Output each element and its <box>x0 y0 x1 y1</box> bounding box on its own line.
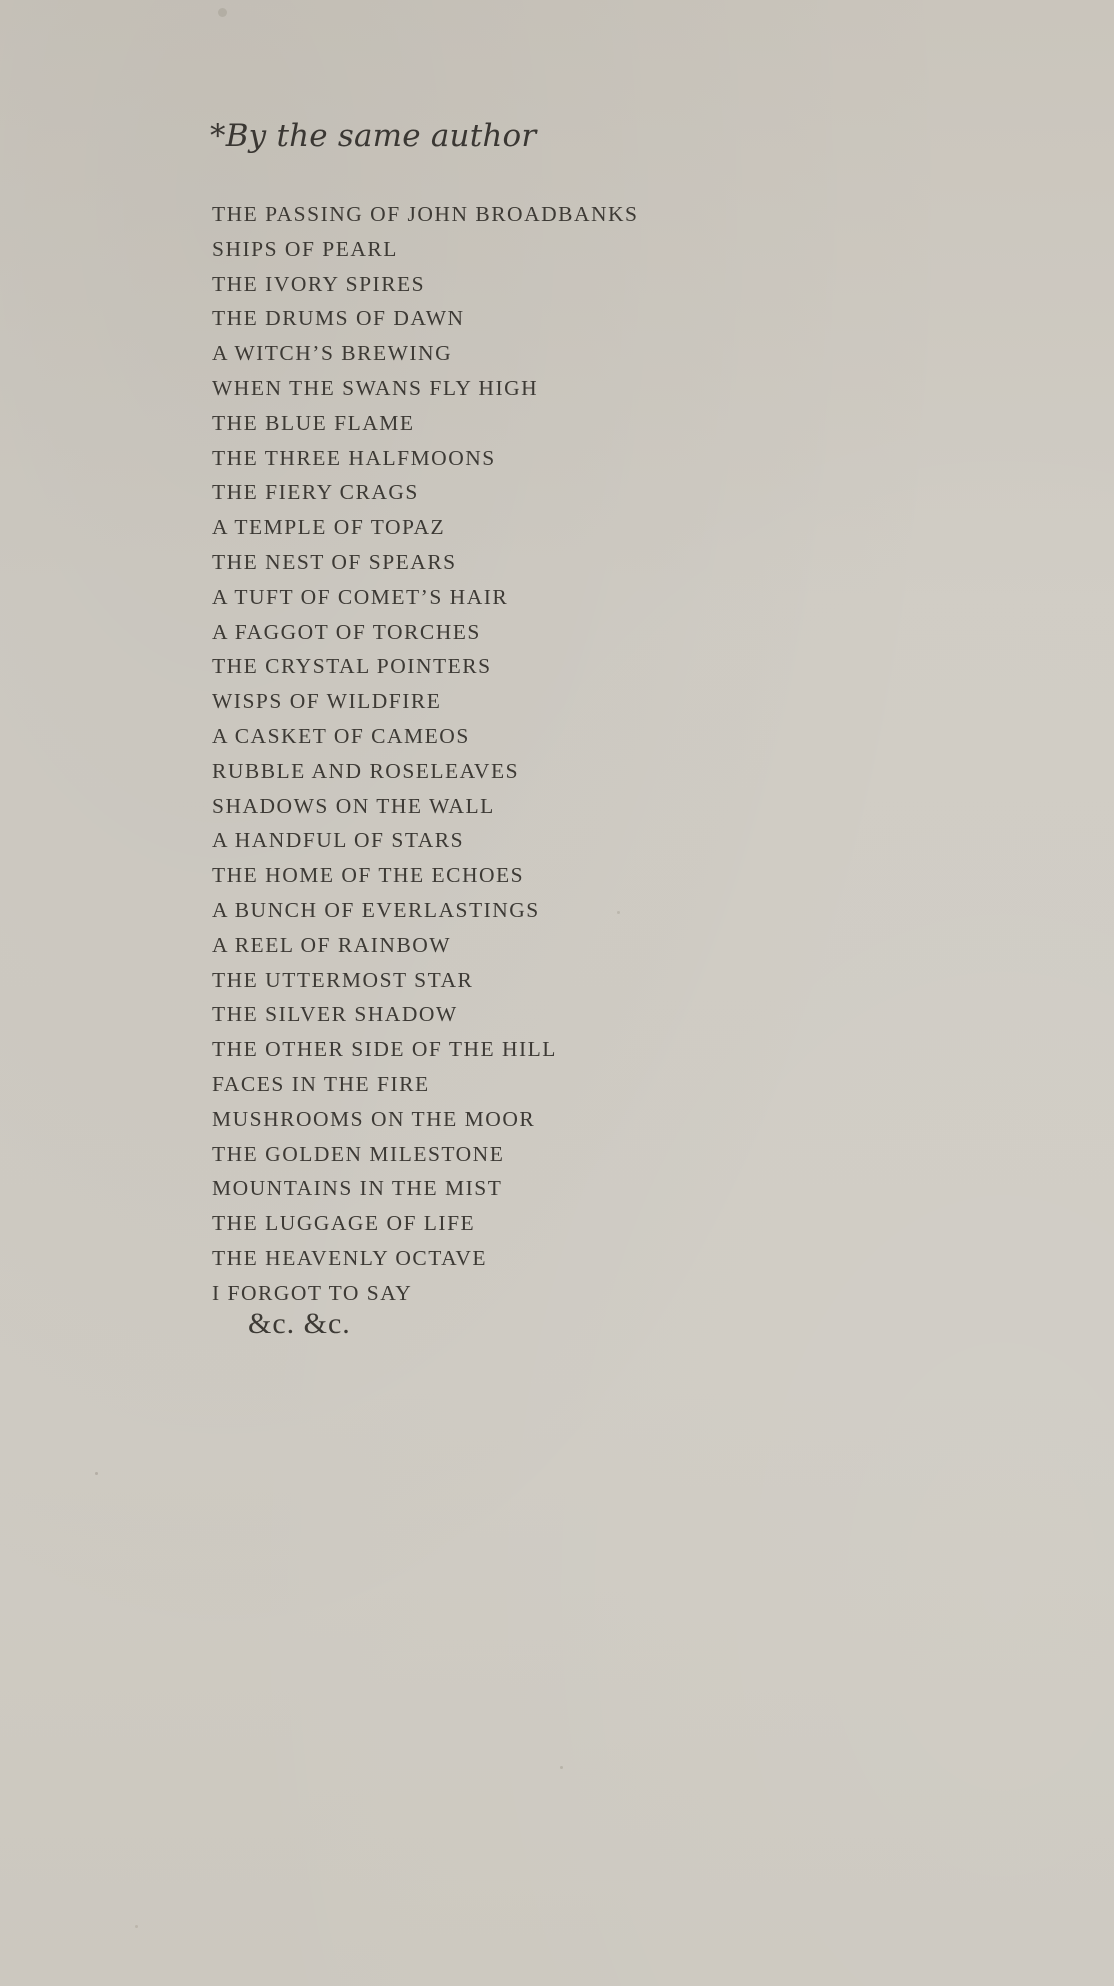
book-title: THE NEST OF SPEARS <box>212 549 457 574</box>
book-title: A TUFT OF COMET’S HAIR <box>212 584 509 609</box>
book-title: THE GOLDEN MILESTONE <box>212 1141 505 1166</box>
paper-speck <box>135 1925 138 1928</box>
book-title: THE DRUMS OF DAWN <box>212 306 465 331</box>
book-title: THE HEAVENLY OCTAVE <box>212 1245 488 1270</box>
book-title: THE PASSING OF JOHN BROADBANKS <box>212 202 639 226</box>
book-title: FACES IN THE FIRE <box>212 1071 430 1096</box>
book-title: WISPS OF WILDFIRE <box>212 689 442 714</box>
paper-speck <box>560 1766 563 1769</box>
book-title: I FORGOT TO SAY <box>212 1280 413 1305</box>
book-title: THE BLUE FLAME <box>212 410 415 435</box>
book-title: A HANDFUL OF STARS <box>212 828 465 853</box>
book-title: A FAGGOT OF TORCHES <box>212 619 481 644</box>
book-title: WHEN THE SWANS FLY HIGH <box>212 375 539 400</box>
book-title: THE FIERY CRAGS <box>212 480 419 505</box>
book-title: A BUNCH OF EVERLASTINGS <box>212 897 540 922</box>
paper-speck <box>218 8 227 17</box>
et-cetera: &c. &c. <box>248 1307 351 1340</box>
paper-speck <box>95 1472 98 1475</box>
book-title: MOUNTAINS IN THE MIST <box>212 1176 503 1201</box>
book-title: A TEMPLE OF TOPAZ <box>212 515 446 540</box>
page-heading: *By the same author <box>210 118 537 154</box>
book-title: THE HOME OF THE ECHOES <box>212 863 525 888</box>
book-title: THE SILVER SHADOW <box>212 1002 458 1027</box>
book-title: THE UTTERMOST STAR <box>212 967 474 992</box>
book-title: A REEL OF RAINBOW <box>212 932 452 957</box>
book-title: SHADOWS ON THE WALL <box>212 793 495 818</box>
book-title: THE IVORY SPIRES <box>212 271 426 296</box>
book-title: SHIPS OF PEARL <box>212 236 398 261</box>
book-title: MUSHROOMS ON THE MOOR <box>212 1106 536 1131</box>
book-title: THE OTHER SIDE OF THE HILL <box>212 1037 557 1062</box>
book-title: THE LUGGAGE OF LIFE <box>212 1211 476 1236</box>
book-title: THE CRYSTAL POINTERS <box>212 654 492 679</box>
book-title: THE THREE HALFMOONS <box>212 445 496 470</box>
book-title: A CASKET OF CAMEOS <box>212 723 470 748</box>
book-title: A WITCH’S BREWING <box>212 341 453 366</box>
book-title: RUBBLE AND ROSELEAVES <box>212 758 520 783</box>
book-title-list <box>212 197 639 1311</box>
